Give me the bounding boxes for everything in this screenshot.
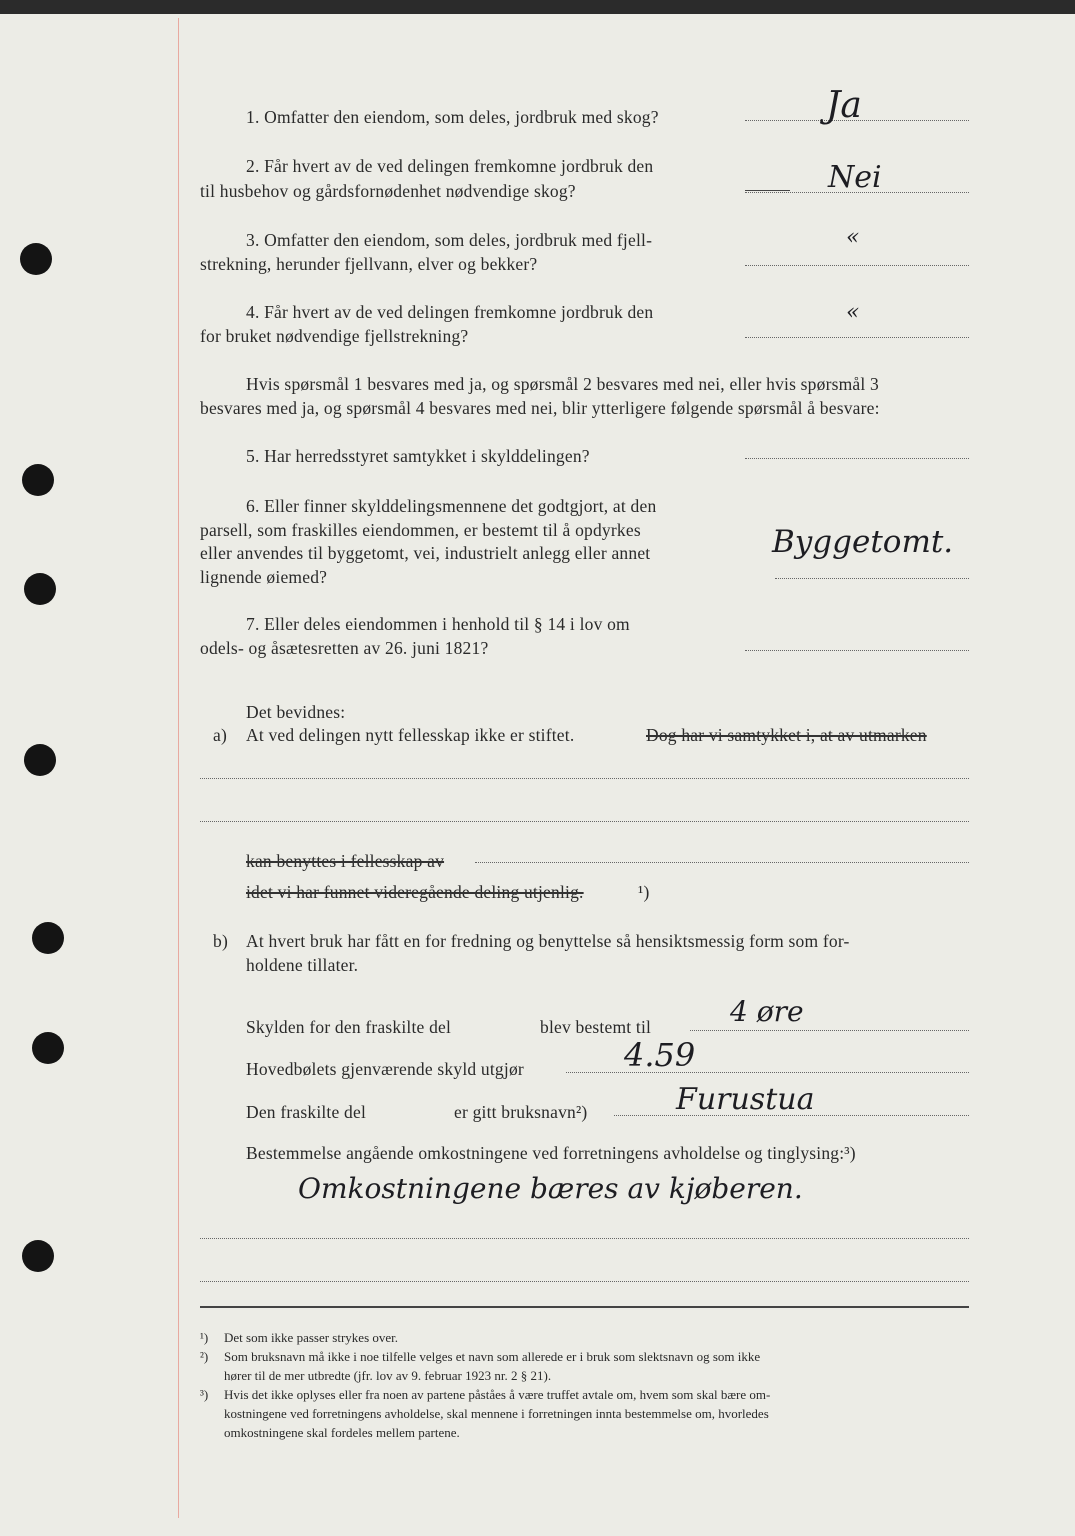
costs-label: Bestemmelse angående omkostningene ved forretningens avholdelse og tinglysing:³) (246, 1143, 856, 1163)
answer-2-handwritten: Nei (828, 160, 882, 195)
punch-hole (22, 464, 54, 496)
question-4-line1: 4. Får hvert av de ved delingen fremkomne jordbruk den (246, 302, 654, 322)
question-1: 1. Omfatter den eiendom, som deles, jordbruk med skog? (246, 107, 659, 127)
skyld-value-2: 4.59 (624, 1036, 696, 1074)
footnote-mark-2: ²) (200, 1349, 209, 1364)
question-2-line1: 2. Får hvert av de ved delingen fremkomne jordbruk den (246, 156, 654, 176)
punch-hole (32, 922, 64, 954)
blank-line (475, 862, 969, 863)
certify-a-struck-text: Dog har vi samtykket i, at av utmarken (646, 725, 927, 745)
skyld-value-3: Furustua (676, 1082, 815, 1117)
answer-1-handwritten: Ja (826, 85, 862, 126)
punch-hole (22, 1240, 54, 1272)
question-7-line2: odels- og åsætesretten av 26. juni 1821? (200, 638, 489, 658)
conditional-line1: Hvis spørsmål 1 besvares med ja, og spørsmål 2 besvares med nei, eller hvis spørsmål 3 (246, 374, 879, 394)
footnote-3-line1: Hvis det ikke oplyses eller fra noen av partene påståes å være truffet avtale om, hvem som skal bære om- (224, 1387, 771, 1402)
footnote-mark-1: ¹) (200, 1330, 209, 1345)
footnote-mark-3: ³) (200, 1387, 209, 1402)
punch-hole (20, 243, 52, 275)
answer-dash-2 (745, 190, 790, 191)
footnote-ref-1: ¹) (638, 882, 650, 902)
skyld-label-1b: blev bestemt til (540, 1017, 652, 1037)
certify-b-line2: holdene tillater. (246, 955, 359, 975)
answer-4-ditto: « (846, 300, 860, 325)
question-3-line2: strekning, herunder fjellvann, elver og bekker? (200, 254, 538, 274)
question-6-line1: 6. Eller finner skylddelingsmennene det godtgjort, at den (246, 496, 657, 516)
skyld-value-1: 4 øre (730, 995, 804, 1028)
margin-rule (178, 18, 179, 1518)
certify-heading: Det bevidnes: (246, 702, 346, 722)
question-5: 5. Har herredsstyret samtykket i skylddelingen? (246, 446, 590, 466)
answer-line-4 (745, 337, 969, 338)
blank-line (200, 778, 969, 779)
footnote-3-line3: omkostningene skal fordeles mellem partene. (224, 1425, 460, 1440)
certify-b-marker: b) (213, 931, 228, 951)
answer-line-3 (745, 265, 969, 266)
question-3-line1: 3. Omfatter den eiendom, som deles, jordbruk med fjell- (246, 230, 653, 250)
punch-hole (24, 573, 56, 605)
footnote-separator (200, 1306, 969, 1308)
question-7-line1: 7. Eller deles eiendommen i henhold til § 14 i lov om (246, 614, 630, 634)
blank-line (200, 1238, 969, 1239)
footnote-2-line2: hører til de mer utbredte (jfr. lov av 9. februar 1923 nr. 2 § 21). (224, 1368, 552, 1383)
skyld-label-2: Hovedbølets gjenværende skyld utgjør (246, 1059, 524, 1079)
answer-line-7 (745, 650, 969, 651)
question-4-line2: for bruket nødvendige fjellstrekning? (200, 326, 469, 346)
conditional-line2: besvares med ja, og spørsmål 4 besvares med nei, blir ytterligere følgende spørsmål å besvare: (200, 398, 880, 418)
question-6-line3: eller anvendes til byggetomt, vei, industrielt anlegg eller annet (200, 543, 651, 563)
blank-line (200, 1281, 969, 1282)
certify-b-line1: At hvert bruk har fått en for fredning og benyttelse så hensiktsmessig form som for- (246, 931, 850, 951)
skyld-line-1 (690, 1030, 969, 1031)
punch-hole (32, 1032, 64, 1064)
footnote-1-line1: Det som ikke passer strykes over. (224, 1330, 399, 1345)
certify-a-text: At ved delingen nytt fellesskap ikke er stiftet. (246, 725, 575, 745)
certify-a-marker: a) (213, 725, 227, 745)
answer-line-5 (745, 458, 969, 459)
scan-top-edge (0, 0, 1075, 14)
question-6-line4: lignende øiemed? (200, 567, 328, 587)
skyld-label-3: Den fraskilte del (246, 1102, 367, 1122)
question-6-line2: parsell, som fraskilles eiendommen, er bestemt til å opdyrkes (200, 520, 641, 540)
skyld-label-3b: er gitt bruksnavn²) (454, 1102, 588, 1122)
answer-line-6 (775, 578, 969, 579)
costs-handwritten: Omkostningene bæres av kjøberen. (298, 1172, 803, 1205)
footnote-3-line2: kostningene ved forretningens avholdelse, skal mennene i forretningen innta bestemmelse om, hvorledes (224, 1406, 769, 1421)
answer-3-ditto: « (846, 225, 860, 250)
footnote-2-line1: Som bruksnavn må ikke i noe tilfelle velges et navn som allerede er i bruk som slektsnavn og som ikke (224, 1349, 761, 1364)
blank-line (200, 821, 969, 822)
certify-struck-line3: idet vi har funnet videregående deling utjenlig. (246, 882, 584, 902)
certify-struck-line2: kan benyttes i fellesskap av (246, 851, 445, 871)
question-2-line2: til husbehov og gårdsfornødenhet nødvendige skog? (200, 181, 576, 201)
answer-6-handwritten: Byggetomt. (772, 524, 954, 560)
skyld-label-1: Skylden for den fraskilte del (246, 1017, 452, 1037)
punch-hole (24, 744, 56, 776)
